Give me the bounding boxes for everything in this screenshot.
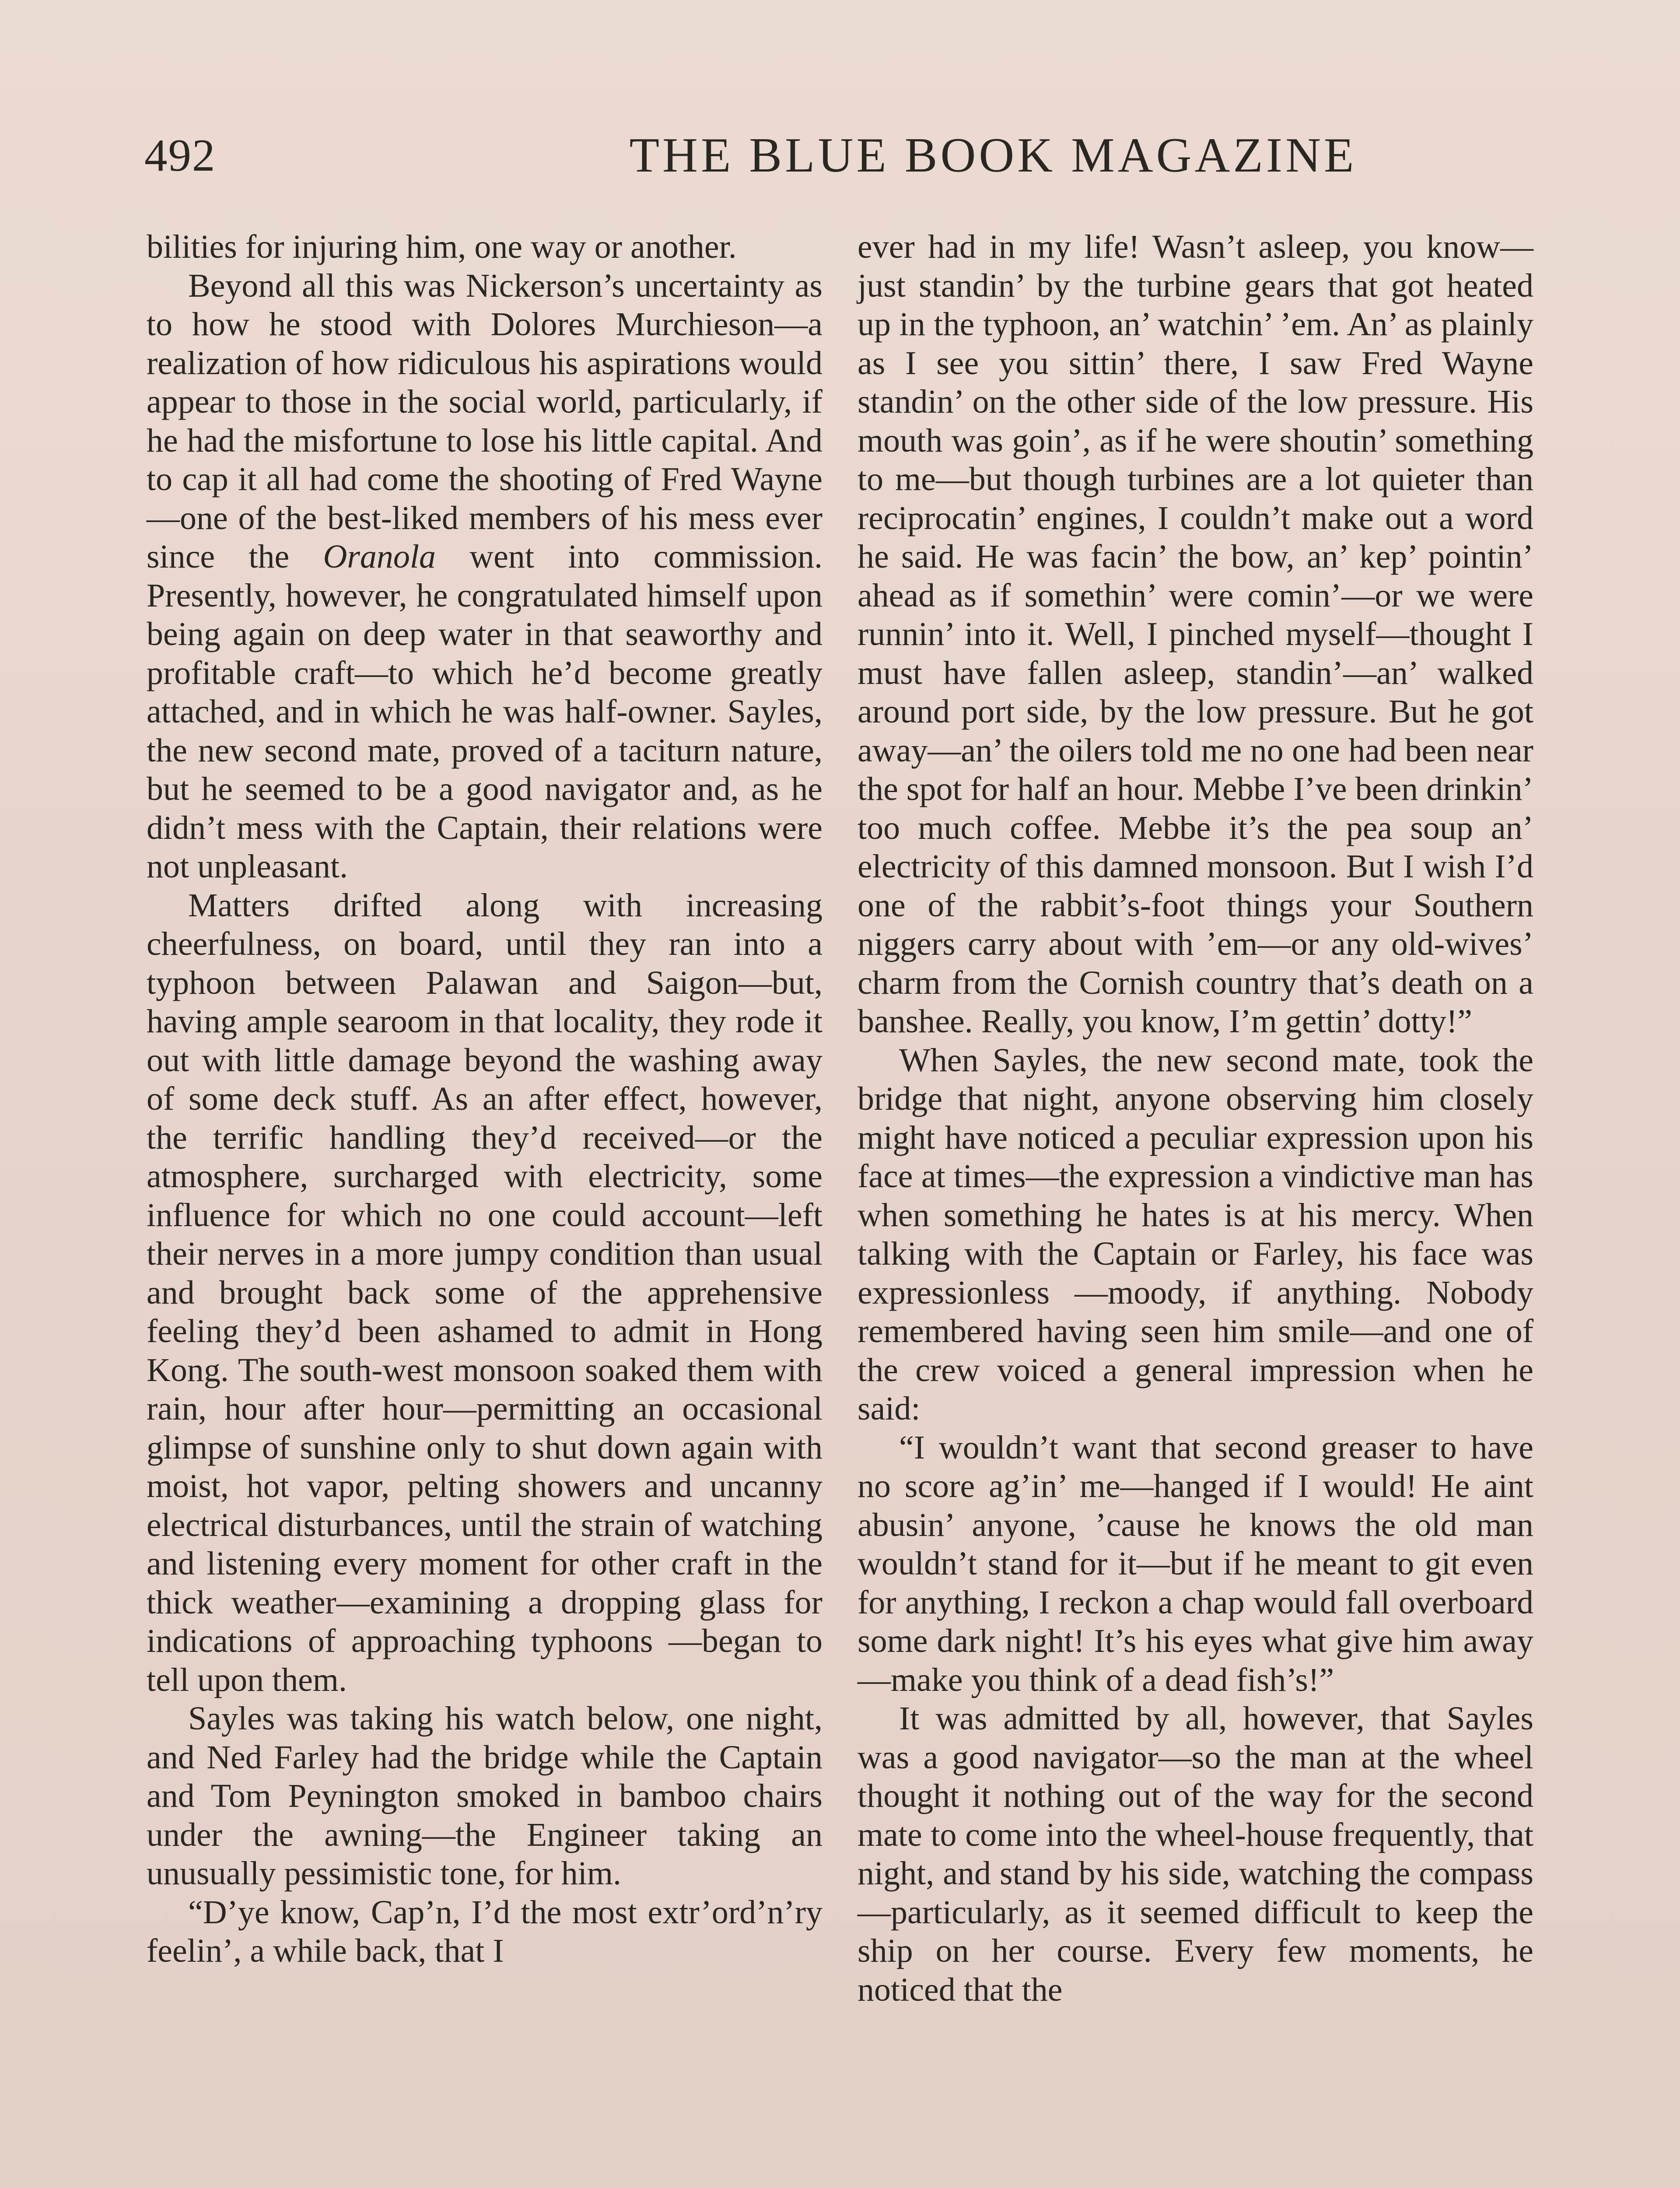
paragraph-text: Beyond all this was Nickerson’s uncertainty as to how he stood with Dolores Murchieson—a realization of how ridiculous his aspirations would appear to those in the social world, particularly, if he had the misfortune to lose his little capital. And to cap it all had come the shooting of Fred Wayne —one of the best-liked members of his mess ever since the: [147, 267, 822, 575]
paragraph: Matters drifted along with increasing cheerfulness, on board, until they ran into a typhoon between Palawan and Saigon—but, having ample searoom in that locality, they rode it out with little damage beyond the washing away of some deck stuff. As an after effect, however, the terrific handling they’d received—or the atmosphere, surcharged with electricity, some influence for which no one could account—left their nerves in a more jumpy condition than usual and brought back some of the apprehensive feeling they’d been ashamed to admit in Hong Kong. The south-west monsoon soaked them with rain, hour after hour—permitting an occasional glimpse of sunshine only to shut down again with moist, hot vapor, pelting showers and uncanny electrical disturbances, until the strain of watching and listening every moment for other craft in the thick weather—examining a dropping glass for indications of approaching typhoons —began to tell upon them.: [147, 887, 822, 1698]
paragraph-text: went into commission. Presently, however, he congratulated himself upon being again on deep water in that seaworthy and profitable craft—to which he’d become greatly attached, and in which he was half-owner. Sayles, the new second mate, proved of a taciturn nature, but he seemed to be a good navigator and, as he didn’t mess with the Captain, their relations were not unpleasant.: [147, 538, 822, 885]
paragraph: ever had in my life! Wasn’t asleep, you know—just standin’ by the turbine gears that got heated up in the typhoon, an’ watchin’ ’em. An’ as plainly as I see you sittin’ there, I saw Fred Wayne standin’ on the other side of the low pressure. His mouth was goin’, as if he were shoutin’ something to me—but though turbines are a lot quieter than reciprocatin’ engines, I couldn’t make out a word he said. He was facin’ the bow, an’ kep’ pointin’ ahead as if somethin’ were comin’—or we were runnin’ into it. Well, I pinched myself—thought I must have fallen asleep, standin’—an’ walked around port side, by the low pressure. But he got away—an’ the oilers told me no one had been near the spot for half an hour. Mebbe I’ve been drinkin’ too much coffee. Mebbe it’s the pea soup an’ electricity of this damned monsoon. But I wish I’d one of the rabbit’s-foot things your Southern niggers carry about with ’em—or any old-wives’ charm from the Cornish country that’s death on a banshee. Really, you know, I’m gettin’ dotty!”: [858, 228, 1533, 1040]
paragraph: When Sayles, the new second mate, took the bridge that night, anyone observing him closely might have noticed a peculiar expression upon his face at times—the expression a vindictive man has when something he hates is at his mercy. When talking with the Captain or Farley, his face was expressionless —moody, if anything. Nobody remembered having seen him smile—and one of the crew voiced a general impression when he said:: [858, 1041, 1533, 1427]
paragraph: It was admitted by all, however, that Sayles was a good navigator—so the man at the wheel thought it nothing out of the way for the second mate to come into the wheel-house frequently, that night, and stand by his side, watching the compass—particularly, as it seemed difficult to keep the ship on her course. Every few moments, he noticed that the: [858, 1700, 1533, 2008]
paragraph: [147, 266, 822, 886]
paragraph: “I wouldn’t want that second greaser to have no score ag’in’ me—hanged if I would! He aint abusin’ anyone, ’cause he knows the old man wouldn’t stand for it—but if he meant to git even for anything, I reckon a chap would fall overboard some dark night! It’s his eyes what give him away—make you think of a dead fish’s!”: [858, 1429, 1533, 1698]
paragraph: bilities for injuring him, one way or another.: [147, 228, 737, 265]
running-title: THE BLUE BOOK MAGAZINE: [629, 128, 1357, 182]
paragraph: “D’ye know, Cap’n, I’d the most extr’ord’n’ry feelin’, a while back, that I: [147, 1893, 822, 1969]
left-column: [147, 228, 822, 1971]
page-number: 492: [144, 130, 216, 181]
right-column: [858, 228, 1533, 2009]
ship-name: Oranola: [323, 538, 436, 575]
page-header: [144, 125, 1536, 186]
paragraph: Sayles was taking his watch below, one night, and Ned Farley had the bridge while the Captain and Tom Peynington smoked in bamboo chairs under the awning—the Engineer taking an unusually pessimistic tone, for him.: [147, 1700, 822, 1892]
text-columns: [147, 228, 1533, 2188]
